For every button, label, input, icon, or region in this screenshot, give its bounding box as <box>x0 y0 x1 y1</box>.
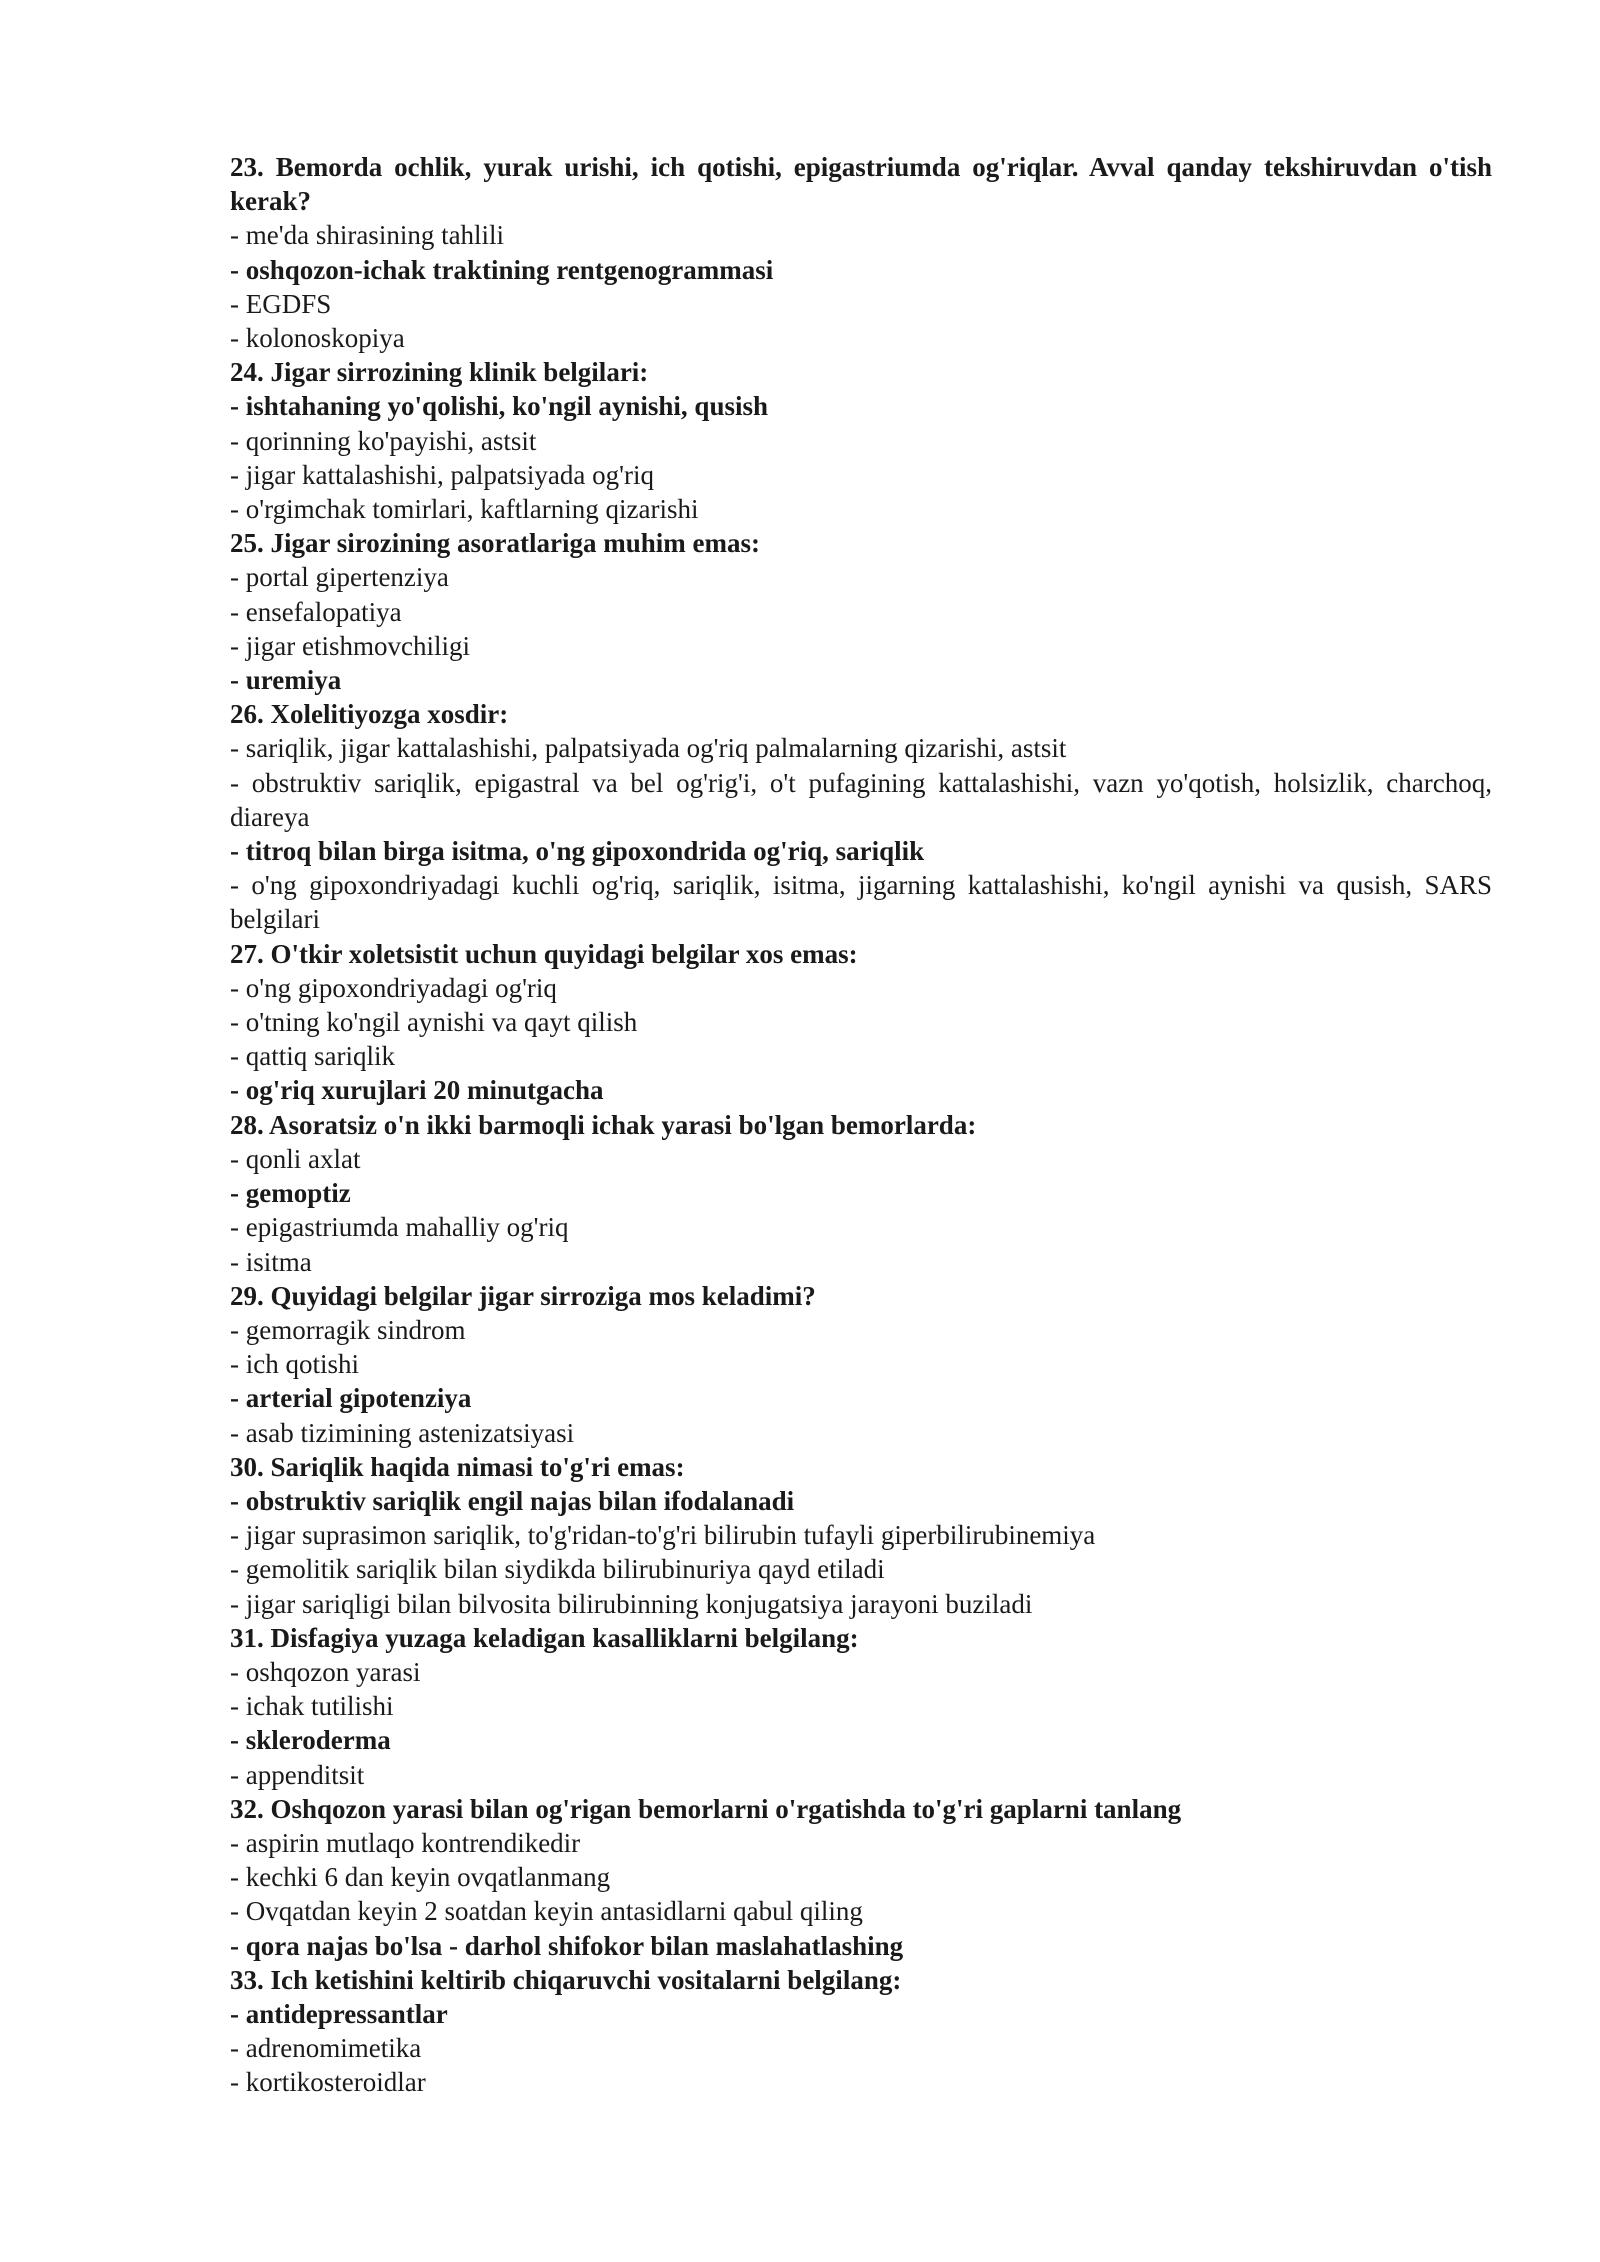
answer-option: - jigar kattalashishi, palpatsiyada og'riq <box>230 459 654 490</box>
answer-option: - Ovqatdan keyin 2 soatdan keyin antasidlarni qabul qiling <box>230 1896 863 1927</box>
answer-option: - appenditsit <box>230 1759 365 1790</box>
answer-option: - portal gipertenziya <box>230 562 449 593</box>
question-text <box>230 355 1492 389</box>
answer-option: - kortikosteroidlar <box>230 2067 426 2098</box>
answer-option: - kechki 6 dan keyin ovqatlanmang <box>230 1862 611 1893</box>
question-stem: Oshqozon yarasi bilan og'rigan bemorlarni o'rgatishda to'g'ri gaplarni tanlang <box>270 1793 1182 1824</box>
question-text <box>230 1792 1492 1826</box>
answer-option: - jigar sariqligi bilan bilvosita bilirubinning konjugatsiya jarayoni buziladi <box>230 1588 1033 1619</box>
question-block <box>230 1963 1492 2100</box>
question-block <box>230 1792 1492 1963</box>
question-text <box>230 1279 1492 1313</box>
question-number: 23. <box>230 152 264 182</box>
question-text <box>230 697 1492 731</box>
question-block <box>230 1108 1492 1279</box>
answer-option: - asab tizimining astenizatsiyasi <box>230 1417 575 1448</box>
answer-option: - oshqozon yarasi <box>230 1656 421 1687</box>
question-number: 33. <box>230 1964 264 1995</box>
question-stem: Sariqlik haqida nimasi to'g'ri emas: <box>270 1451 685 1482</box>
answer-option-correct: - arterial gipotenziya <box>230 1383 472 1414</box>
answer-option: - ensefalopatiya <box>230 596 402 627</box>
question-block <box>230 937 1492 1108</box>
answer-option: - me'da shirasining tahlili <box>230 220 505 251</box>
answer-option: - jigar etishmovchiligi <box>230 630 470 661</box>
question-text <box>230 150 1492 218</box>
answer-option: - EGDFS <box>230 288 332 319</box>
question-stem: Xolelitiyozga xosdir: <box>270 699 509 730</box>
question-number: 31. <box>230 1622 264 1653</box>
answer-option: - ichak tutilishi <box>230 1691 394 1722</box>
answer-option-correct: - qora najas bo'lsa - darhol shifokor bilan maslahatlashing <box>230 1930 904 1961</box>
answer-option: - o'ng gipoxondriyadagi kuchli og'riq, sariqlik, isitma, jigarning kattalashishi, ko'ngil aynishi va qusish, SARS belgilari <box>230 870 1492 935</box>
question-stem: Asoratsiz o'n ikki barmoqli ichak yarasi bo'lgan bemorlarda: <box>269 1109 977 1140</box>
answer-option: - epigastriumda mahalliy og'riq <box>230 1212 569 1243</box>
answer-option: - qonli axlat <box>230 1143 361 1174</box>
question-number: 26. <box>230 699 264 730</box>
question-block <box>230 1621 1492 1792</box>
question-stem: Bemorda ochlik, yurak urishi, ich qotishi, epigastriumda og'riqlar. Avval qanday tekshiruvdan o'tish kerak? <box>230 152 1492 217</box>
answer-option: - ich qotishi <box>230 1349 359 1380</box>
answer-option: - adrenomimetika <box>230 2033 422 2064</box>
answer-option: - o'ng gipoxondriyadagi og'riq <box>230 972 557 1003</box>
document-page <box>230 150 1492 2100</box>
question-block <box>230 1279 1492 1450</box>
question-block <box>230 150 1492 355</box>
question-text <box>230 526 1492 560</box>
answer-option-correct: - og'riq xurujlari 20 minutgacha <box>230 1075 604 1106</box>
question-number: 24. <box>230 357 264 388</box>
question-text <box>230 1621 1492 1655</box>
answer-option: - sariqlik, jigar kattalashishi, palpatsiyada og'riq palmalarning qizarishi, astsit <box>230 733 1067 764</box>
question-number: 29. <box>230 1280 264 1311</box>
question-text <box>230 1450 1492 1484</box>
answer-option-correct: - gemoptiz <box>230 1178 351 1209</box>
answer-option-correct: - antidepressantlar <box>230 1998 448 2029</box>
answer-option: - gemolitik sariqlik bilan siydikda bilirubinuriya qayd etiladi <box>230 1554 885 1585</box>
answer-option: - o'tning ko'ngil aynishi va qayt qilish <box>230 1007 638 1038</box>
answer-option-correct: - oshqozon-ichak traktining rentgenogrammasi <box>230 254 774 285</box>
answer-option: - qorinning ko'payishi, astsit <box>230 425 537 456</box>
question-stem: Ich ketishini keltirib chiqaruvchi vositalarni belgilang: <box>270 1964 902 1995</box>
question-stem: Disfagiya yuzaga keladigan kasalliklarni belgilang: <box>270 1622 859 1653</box>
question-text <box>230 937 1492 971</box>
question-block <box>230 355 1492 526</box>
question-block <box>230 697 1492 936</box>
question-stem: O'tkir xoletsistit uchun quyidagi belgilar xos emas: <box>270 938 858 969</box>
answer-option-correct: - ishtahaning yo'qolishi, ko'ngil aynishi, qusish <box>230 391 768 422</box>
answer-option: - o'rgimchak tomirlari, kaftlarning qizarishi <box>230 494 699 525</box>
question-number: 28. <box>230 1109 264 1140</box>
answer-option: - kolonoskopiya <box>230 323 405 354</box>
question-block <box>230 526 1492 697</box>
question-stem: Jigar sirozining asoratlariga muhim emas: <box>270 528 760 559</box>
question-text <box>230 1963 1492 1997</box>
answer-option: - gemorragik sindrom <box>230 1314 466 1345</box>
question-stem: Jigar sirrozining klinik belgilari: <box>270 357 649 388</box>
question-stem: Quyidagi belgilar jigar sirroziga mos keladimi? <box>270 1280 816 1311</box>
answer-option-correct: - uremiya <box>230 665 342 696</box>
answer-option: - jigar suprasimon sariqlik, to'g'ridan-to'g'ri bilirubin tufayli giperbilirubinemiya <box>230 1520 1096 1551</box>
question-number: 27. <box>230 938 264 969</box>
question-text <box>230 1108 1492 1142</box>
question-number: 32. <box>230 1793 264 1824</box>
answer-option-correct: - obstruktiv sariqlik engil najas bilan ifodalanadi <box>230 1485 795 1516</box>
answer-option-correct: - titroq bilan birga isitma, o'ng gipoxondrida og'riq, sariqlik <box>230 836 925 867</box>
answer-option: - qattiq sariqlik <box>230 1041 395 1072</box>
answer-option: - obstruktiv sariqlik, epigastral va bel og'rig'i, o't pufagining kattalashishi, vazn yo'qotish, holsizlik, charchoq, diareya <box>230 767 1492 832</box>
question-number: 25. <box>230 528 264 559</box>
answer-option: - aspirin mutlaqo kontrendikedir <box>230 1827 581 1858</box>
answer-option-correct: - skleroderma <box>230 1725 391 1756</box>
question-block <box>230 1450 1492 1621</box>
question-number: 30. <box>230 1451 264 1482</box>
answer-option: - isitma <box>230 1246 312 1277</box>
